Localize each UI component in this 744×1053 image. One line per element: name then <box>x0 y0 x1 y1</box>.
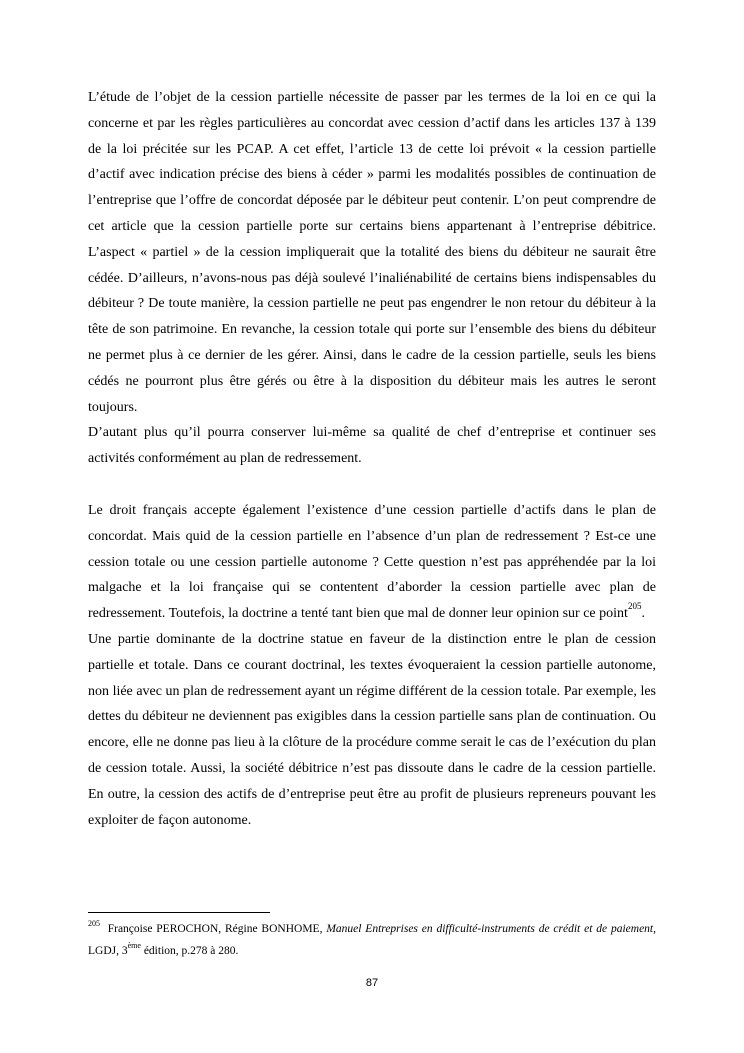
footnote-book-title: Manuel Entreprises en difficulté-instruments de crédit et de paiement <box>326 923 654 935</box>
document-body <box>88 85 656 833</box>
page-number: 87 <box>365 977 379 989</box>
footnote-edition-superscript: ème <box>127 941 141 950</box>
paragraph-gap <box>88 472 656 498</box>
footnote-number: 205 <box>88 919 100 928</box>
paragraph-doctrine: Une partie dominante de la doctrine statue en faveur de la distinction entre le plan de cession partielle et totale. Dans ce courant doctrinal, les textes évoqueraient la cession partielle autonome, non liée avec un plan de redressement ayant un régime différent de la cession totale. Par exemple, les dettes du débiteur ne deviennent pas exigibles dans la cession partielle sans plan de continuation. Ou encore, elle ne donne pas lieu à la clôture de la procédure comme serait le cas de l’exécution du plan de cession totale. Aussi, la société débitrice n’est pas dissoute dans le cadre de la cession partielle. En outre, la cession des actifs de d’entreprise peut être au profit de plusieurs repreneurs pouvant les exploiter de façon autonome. <box>88 631 656 828</box>
paragraph-end-punctuation: . <box>641 606 645 622</box>
paragraph-cession-partielle: L’étude de l’objet de la cession partielle nécessite de passer par les termes de la loi en ce qui la concerne et par les règles particulières au concordat avec cession d’actif dans les articles 137 à 139 de la loi précitée sur les PCAP. A cet effet, l’article 13 de cette loi prévoit « la cession partielle d’actif avec indication précise des biens à céder » parmi les modalités possibles de continuation de l’entreprise que l’offre de concordat déposée par le débiteur peut contenir. L’on peut comprendre de cet article que la cession partielle porte sur certains biens appartenant à l’entreprise débitrice. L’aspect « partiel » de la cession impliquerait que la totalité des biens du débiteur ne saurait être cédée. D’ailleurs, n’avons-nous pas déjà soulevé l’inaliénabilité de certains biens indispensables du débiteur ? De toute manière, la cession partielle ne peut pas engendrer le non retour du débiteur à la tête de son patrimoine. En revanche, la cession totale qui porte sur l’ensemble des biens du débiteur ne permet plus à ce dernier de les gérer. Ainsi, dans le cadre de la cession partielle, seuls les biens cédés ne pourront plus être gérés ou être à la disposition du débiteur mais les autres le seront toujours. <box>88 90 656 415</box>
footnote-separator <box>88 912 270 913</box>
paragraph-droit-francais-text: Le droit français accepte également l’existence d’une cession partielle d’actifs dans le plan de concordat. Mais quid de la cession partielle en l’absence d’un plan de redressement ? Est-ce une cession totale ou une cession partielle autonome ? Cette question n’est pas appréhendée par la loi malgache et la loi française qui se contentent d’aborder la cession partielle avec plan de redressement. Toutefois, la doctrine a tenté tant bien que mal de donner leur opinion sur ce point <box>88 502 656 622</box>
footnote-authors: Françoise PEROCHON, Régine BONHOME, <box>107 923 323 935</box>
footnote <box>88 918 656 962</box>
paragraph-droit-francais <box>88 498 656 627</box>
footnote-reference[interactable]: 205 <box>627 601 642 612</box>
paragraph-chef-entreprise: D’autant plus qu’il pourra conserver lui-même sa qualité de chef d’entreprise et continuer ses activités conformément au plan de redressement. <box>88 425 656 467</box>
footnote-pages: édition, p.278 à 280. <box>140 945 239 957</box>
footnote-publisher: , LGDJ, 3 <box>88 923 656 957</box>
